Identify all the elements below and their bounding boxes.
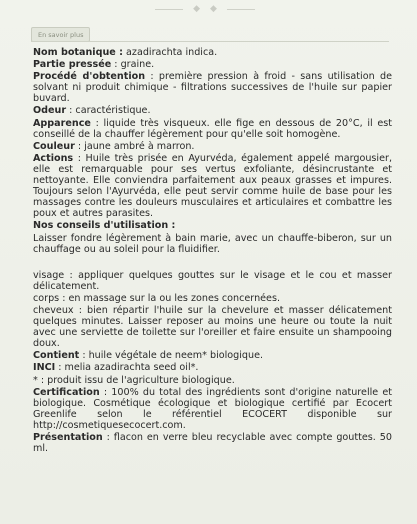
certification	[33, 387, 392, 431]
inci-value: : melia azadirachta seed oil*.	[55, 362, 199, 374]
pressed-part-value: : graine.	[111, 59, 155, 71]
spacer	[33, 256, 392, 270]
usage-advice-intro: Laisser fondre légèrement à bain marie, avec un chauffe-biberon, sur un chauffage ou au soleil pour la fluidifier.	[33, 232, 392, 255]
presentation-label: Présentation	[33, 432, 103, 443]
botanical-name	[33, 47, 392, 58]
appearance-label: Apparence	[33, 117, 91, 129]
pressed-part	[33, 59, 392, 70]
diamond-icon: ◆	[210, 4, 217, 14]
color-value: : jaune ambré à marron.	[74, 140, 195, 152]
smell	[33, 105, 392, 116]
organic-note: * : produit issu de l'agriculture biologique.	[33, 374, 235, 386]
process	[33, 71, 392, 104]
contents-value: : huile végétale de neem* biologique.	[79, 350, 264, 362]
presentation	[33, 432, 392, 454]
product-description	[33, 47, 392, 455]
actions	[33, 153, 392, 220]
appearance-value: : liquide très visqueux. elle fige en dessous de 20°C, il est conseillé de la chauffer légèrement pour qu'elle soit homogène.	[33, 117, 392, 140]
pressed-part-label: Partie pressée	[33, 59, 112, 71]
diamond-icon: ◆	[193, 4, 200, 14]
botanical-name-value: azadirachta indica.	[122, 47, 218, 58]
process-value: : première pression à froid - sans utilisation de solvant ni produit chimique - filtrations successives de l'huile sur papier buvard.	[33, 71, 392, 105]
tab-en-savoir-plus[interactable]: En savoir plus	[31, 27, 90, 42]
appearance	[33, 118, 392, 140]
presentation-value: : flacon en verre bleu recyclable avec compte gouttes. 50 ml.	[33, 432, 392, 455]
tab-underline	[31, 41, 389, 42]
usage-body: corps : en massage sur la ou les zones concernées.	[33, 292, 281, 304]
color-label: Couleur	[33, 140, 75, 152]
contents-label: Contient	[33, 350, 80, 362]
smell-value: : caractéristique.	[66, 105, 151, 117]
contents	[33, 350, 392, 361]
botanical-name-label: Nom botanique :	[33, 47, 123, 58]
process-label: Procédé d'obtention	[33, 71, 146, 83]
divider-line-right	[227, 9, 255, 10]
inci	[33, 362, 392, 373]
decorative-divider	[140, 0, 270, 18]
smell-label: Odeur	[33, 105, 67, 117]
divider-line-left	[155, 9, 183, 10]
usage-advice-heading: Nos conseils d'utilisation :	[33, 220, 176, 232]
usage-face: visage : appliquer quelques gouttes sur le visage et le cou et masser délicatement.	[33, 269, 392, 292]
usage-hair: cheveux : bien répartir l'huile sur la chevelure et masser délicatement quelques minutes. Laisser reposer au moins une heure ou toute la nuit avec une serviette de toilette sur l'oreiller et faire ensuite un shampooing doux.	[33, 304, 392, 350]
color	[33, 141, 392, 152]
actions-label: Actions	[33, 152, 74, 164]
certification-label: Certification	[33, 386, 100, 398]
inci-label: INCI	[33, 362, 56, 374]
certification-value: : 100% du total des ingrédients sont d'origine naturelle et biologique. Cosmétique écologique et biologique certifié par Ecocert Greenlife selon le référentiel ECOCERT disponible sur http://cosmetiquesecocert.com.	[33, 386, 392, 431]
actions-value: : Huile très prisée en Ayurvéda, également appelé margousier, elle est remarquable pour ses vertus exfoliante, désincrustante et nettoyante. Elle conviendra parfaitement aux peaux grasses et impures. Toujours selon l'Ayurvéda, elle peut servir comme huile de base pour les massages contre les douleurs musculaires et articulaires et combattre les poux et autres parasites.	[33, 152, 392, 220]
